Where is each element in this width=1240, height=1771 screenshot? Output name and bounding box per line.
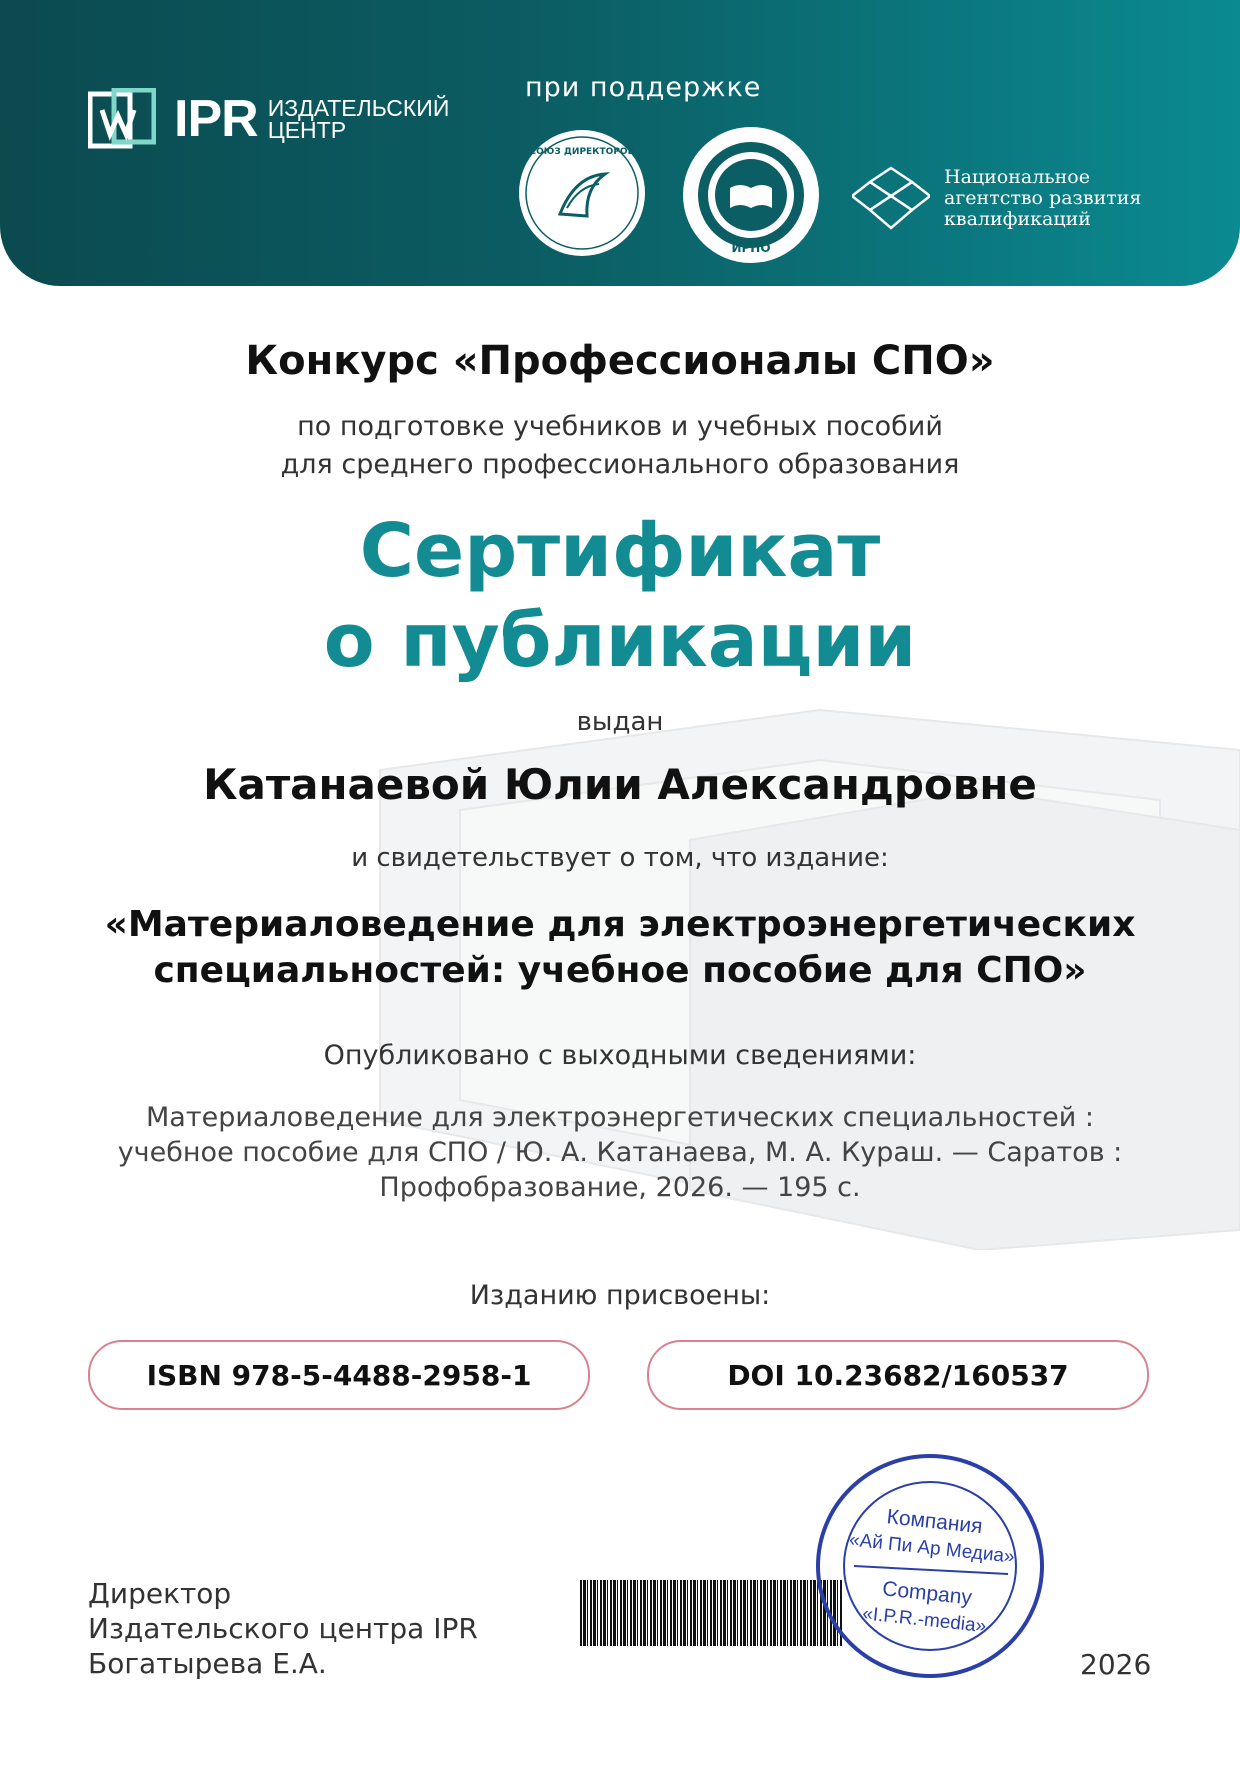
nark-line2: агентство развития xyxy=(944,186,1142,209)
director-name: Богатырева Е.А. xyxy=(88,1647,327,1680)
stamp-line3: Company xyxy=(881,1577,974,1610)
barcode-icon xyxy=(580,1580,842,1646)
nark-logo-icon xyxy=(852,166,930,230)
director-title: Директор xyxy=(88,1577,232,1610)
assigned-label: Изданию присвоены: xyxy=(469,1280,771,1311)
ipr-logo xyxy=(88,88,449,150)
contest-subtitle-line1: по подготовке учебников и учебных пособий xyxy=(297,411,943,442)
soyuz-direktorov-seal-icon xyxy=(515,126,649,260)
nark-logo xyxy=(852,166,1141,230)
book-title-line2: специальностей: учебное пособие для СПО» xyxy=(153,950,1087,991)
bib-line2: учебное пособие для СПО / Ю. А. Катанаева, М. А. Кураш. — Саратов : xyxy=(117,1137,1123,1168)
book-title xyxy=(0,902,1240,994)
contest-subtitle xyxy=(0,408,1240,484)
isbn-badge: ISBN 978-5-4488-2958-1 xyxy=(88,1340,590,1410)
logo-ipr-text: IPR xyxy=(174,90,258,148)
company-stamp-icon xyxy=(812,1450,1048,1682)
published-label: Опубликовано с выходными сведениями: xyxy=(323,1040,917,1071)
attest-text: и свидетельствует о том, что издание: xyxy=(351,843,889,873)
stamp-line4: «I.P.R.-media» xyxy=(861,1603,988,1638)
bib-line1: Материаловедение для электроэнергетических специальностей : xyxy=(146,1102,1094,1133)
stamp-line1: Компания xyxy=(885,1505,984,1539)
certificate-title-line2: о публикации xyxy=(323,598,917,684)
nark-line1: Национальное xyxy=(944,165,1090,188)
support-label: при поддержке xyxy=(525,72,762,103)
contest-title: Конкурс «Профессионалы СПО» xyxy=(245,338,995,384)
doi-badge: DOI 10.23682/160537 xyxy=(647,1340,1149,1410)
irpo-seal-text: ИРПО xyxy=(731,241,771,255)
irpo-seal-icon xyxy=(680,124,822,266)
ipr-logo-icon xyxy=(88,88,156,150)
certificate-title-line1: Сертификат xyxy=(359,508,881,594)
contest-subtitle-line2: для среднего профессионального образования xyxy=(280,449,960,480)
recipient-name: Катанаевой Юлии Александровне xyxy=(203,760,1037,809)
bib-line3: Профобразование, 2026. — 195 с. xyxy=(379,1172,861,1203)
certificate-year: 2026 xyxy=(1080,1648,1152,1681)
logo-sub-line2: ЦЕНТР xyxy=(267,117,347,143)
director-org: Издательского центра IPR xyxy=(88,1612,478,1645)
logo-sub-line1: ИЗДАТЕЛЬСКИЙ xyxy=(267,95,450,121)
director-signature-block xyxy=(88,1576,478,1681)
stamp-line2: «Ай Пи Ар Медиа» xyxy=(848,1529,1016,1568)
logo-subtitle xyxy=(268,97,450,141)
nark-text xyxy=(944,167,1141,230)
bibliographic-record xyxy=(0,1100,1240,1205)
certificate-title xyxy=(0,506,1240,686)
book-title-line1: «Материаловедение для электроэнергетических xyxy=(104,904,1136,945)
soyuz-seal-text: СОЮЗ ДИРЕКТОРОВ xyxy=(529,147,635,157)
issued-label: выдан xyxy=(576,707,664,737)
nark-line3: квалификаций xyxy=(944,207,1091,230)
header-banner xyxy=(0,0,1240,286)
